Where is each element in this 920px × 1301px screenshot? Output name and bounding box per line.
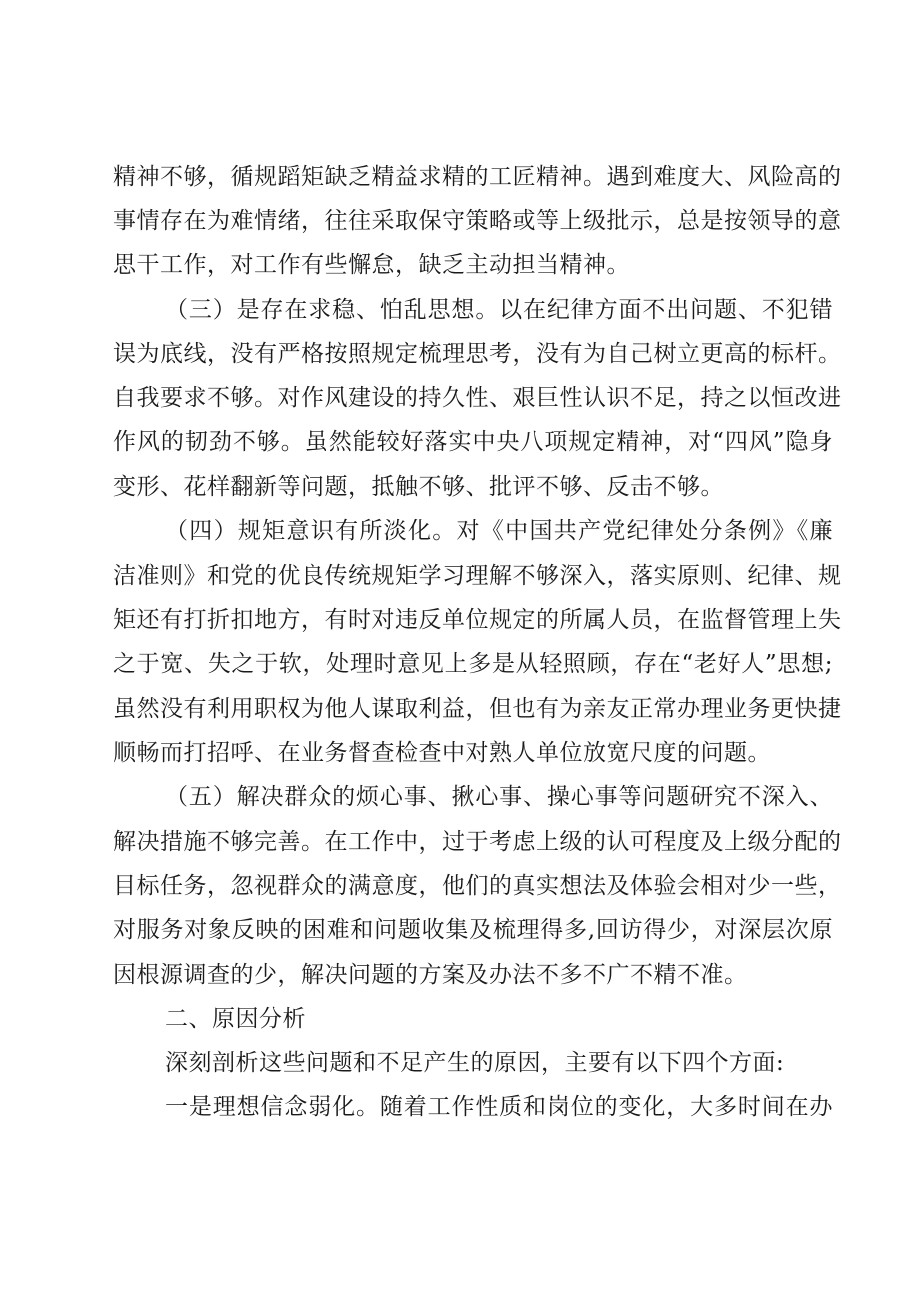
paragraph-1-line-1: 精神不够，循规蹈矩缺乏精益求精的工匠精神。遇到难度大、风险高的 (113, 164, 842, 190)
paragraph-3-line-1: （四）规矩意识有所淡化。对《中国共产党纪律处分条例》《廉 (165, 518, 833, 544)
paragraph-3-line-6: 顺畅而打招呼、在业务督查检查中对熟人单位放宽尺度的问题。 (113, 740, 771, 766)
paragraph-3-line-5: 虽然没有利用职权为他人谋取利益，但也有为亲友正常办理业务更快捷 (113, 696, 842, 722)
paragraph-6-line-1: 深刻剖析这些问题和不足产生的原因，主要有以下四个方面: (165, 1050, 785, 1076)
paragraph-3-line-3: 矩还有打折扣地方，有时对违反单位规定的所属人员，在监督管理上失 (113, 607, 842, 633)
paragraph-4-line-5: 因根源调查的少，解决问题的方案及办法不多不广不精不准。 (113, 962, 748, 988)
paragraph-3-line-4: 之于宽、失之于软，处理时意见上多是从轻照顾，存在“老好人”思想; (113, 651, 833, 677)
paragraph-1-line-3: 思干工作，对工作有些懈怠，缺乏主动担当精神。 (113, 252, 630, 278)
paragraph-3-line-2: 洁准则》和党的优良传统规矩学习理解不够深入，落实原则、纪律、规 (113, 563, 842, 589)
paragraph-2-line-3: 自我要求不够。对作风建设的持久性、艰巨性认识不足，持之以恒改进 (113, 385, 842, 411)
paragraph-2-line-2: 误为底线，没有严格按照规定梳理思考，没有为自己树立更高的标杆。 (113, 341, 842, 367)
paragraph-4-line-1: （五）解决群众的烦心事、揪心事、操心事等问题研究不深入、 (165, 784, 833, 810)
paragraph-4-line-2: 解决措施不够完善。在工作中，过于考虑上级的认可程度及上级分配的 (113, 829, 842, 855)
paragraph-1-line-2: 事情存在为难情绪，往往采取保守策略或等上级批示，总是按领导的意 (113, 208, 842, 234)
paragraph-2-line-5: 变形、花样翻新等问题，抵触不够、批评不够、反击不够。 (113, 474, 724, 500)
paragraph-4-line-4: 对服务对象反映的困难和问题收集及梳理得多,回访得少，对深层次原 (113, 917, 833, 943)
paragraph-7-line-1: 一是理想信念弱化。随着工作性质和岗位的变化，大多时间在办 (165, 1094, 833, 1120)
paragraph-4-line-3: 目标任务，忽视群众的满意度，他们的真实想法及体验会相对少一些， (113, 873, 842, 899)
paragraph-2-line-1: （三）是存在求稳、怕乱思想。以在纪律方面不出问题、不犯错 (165, 297, 833, 323)
section-heading: 二、原因分析 (165, 1006, 306, 1032)
paragraph-2-line-4: 作风的韧劲不够。虽然能较好落实中央八项规定精神，对“四风”隐身 (113, 429, 833, 455)
